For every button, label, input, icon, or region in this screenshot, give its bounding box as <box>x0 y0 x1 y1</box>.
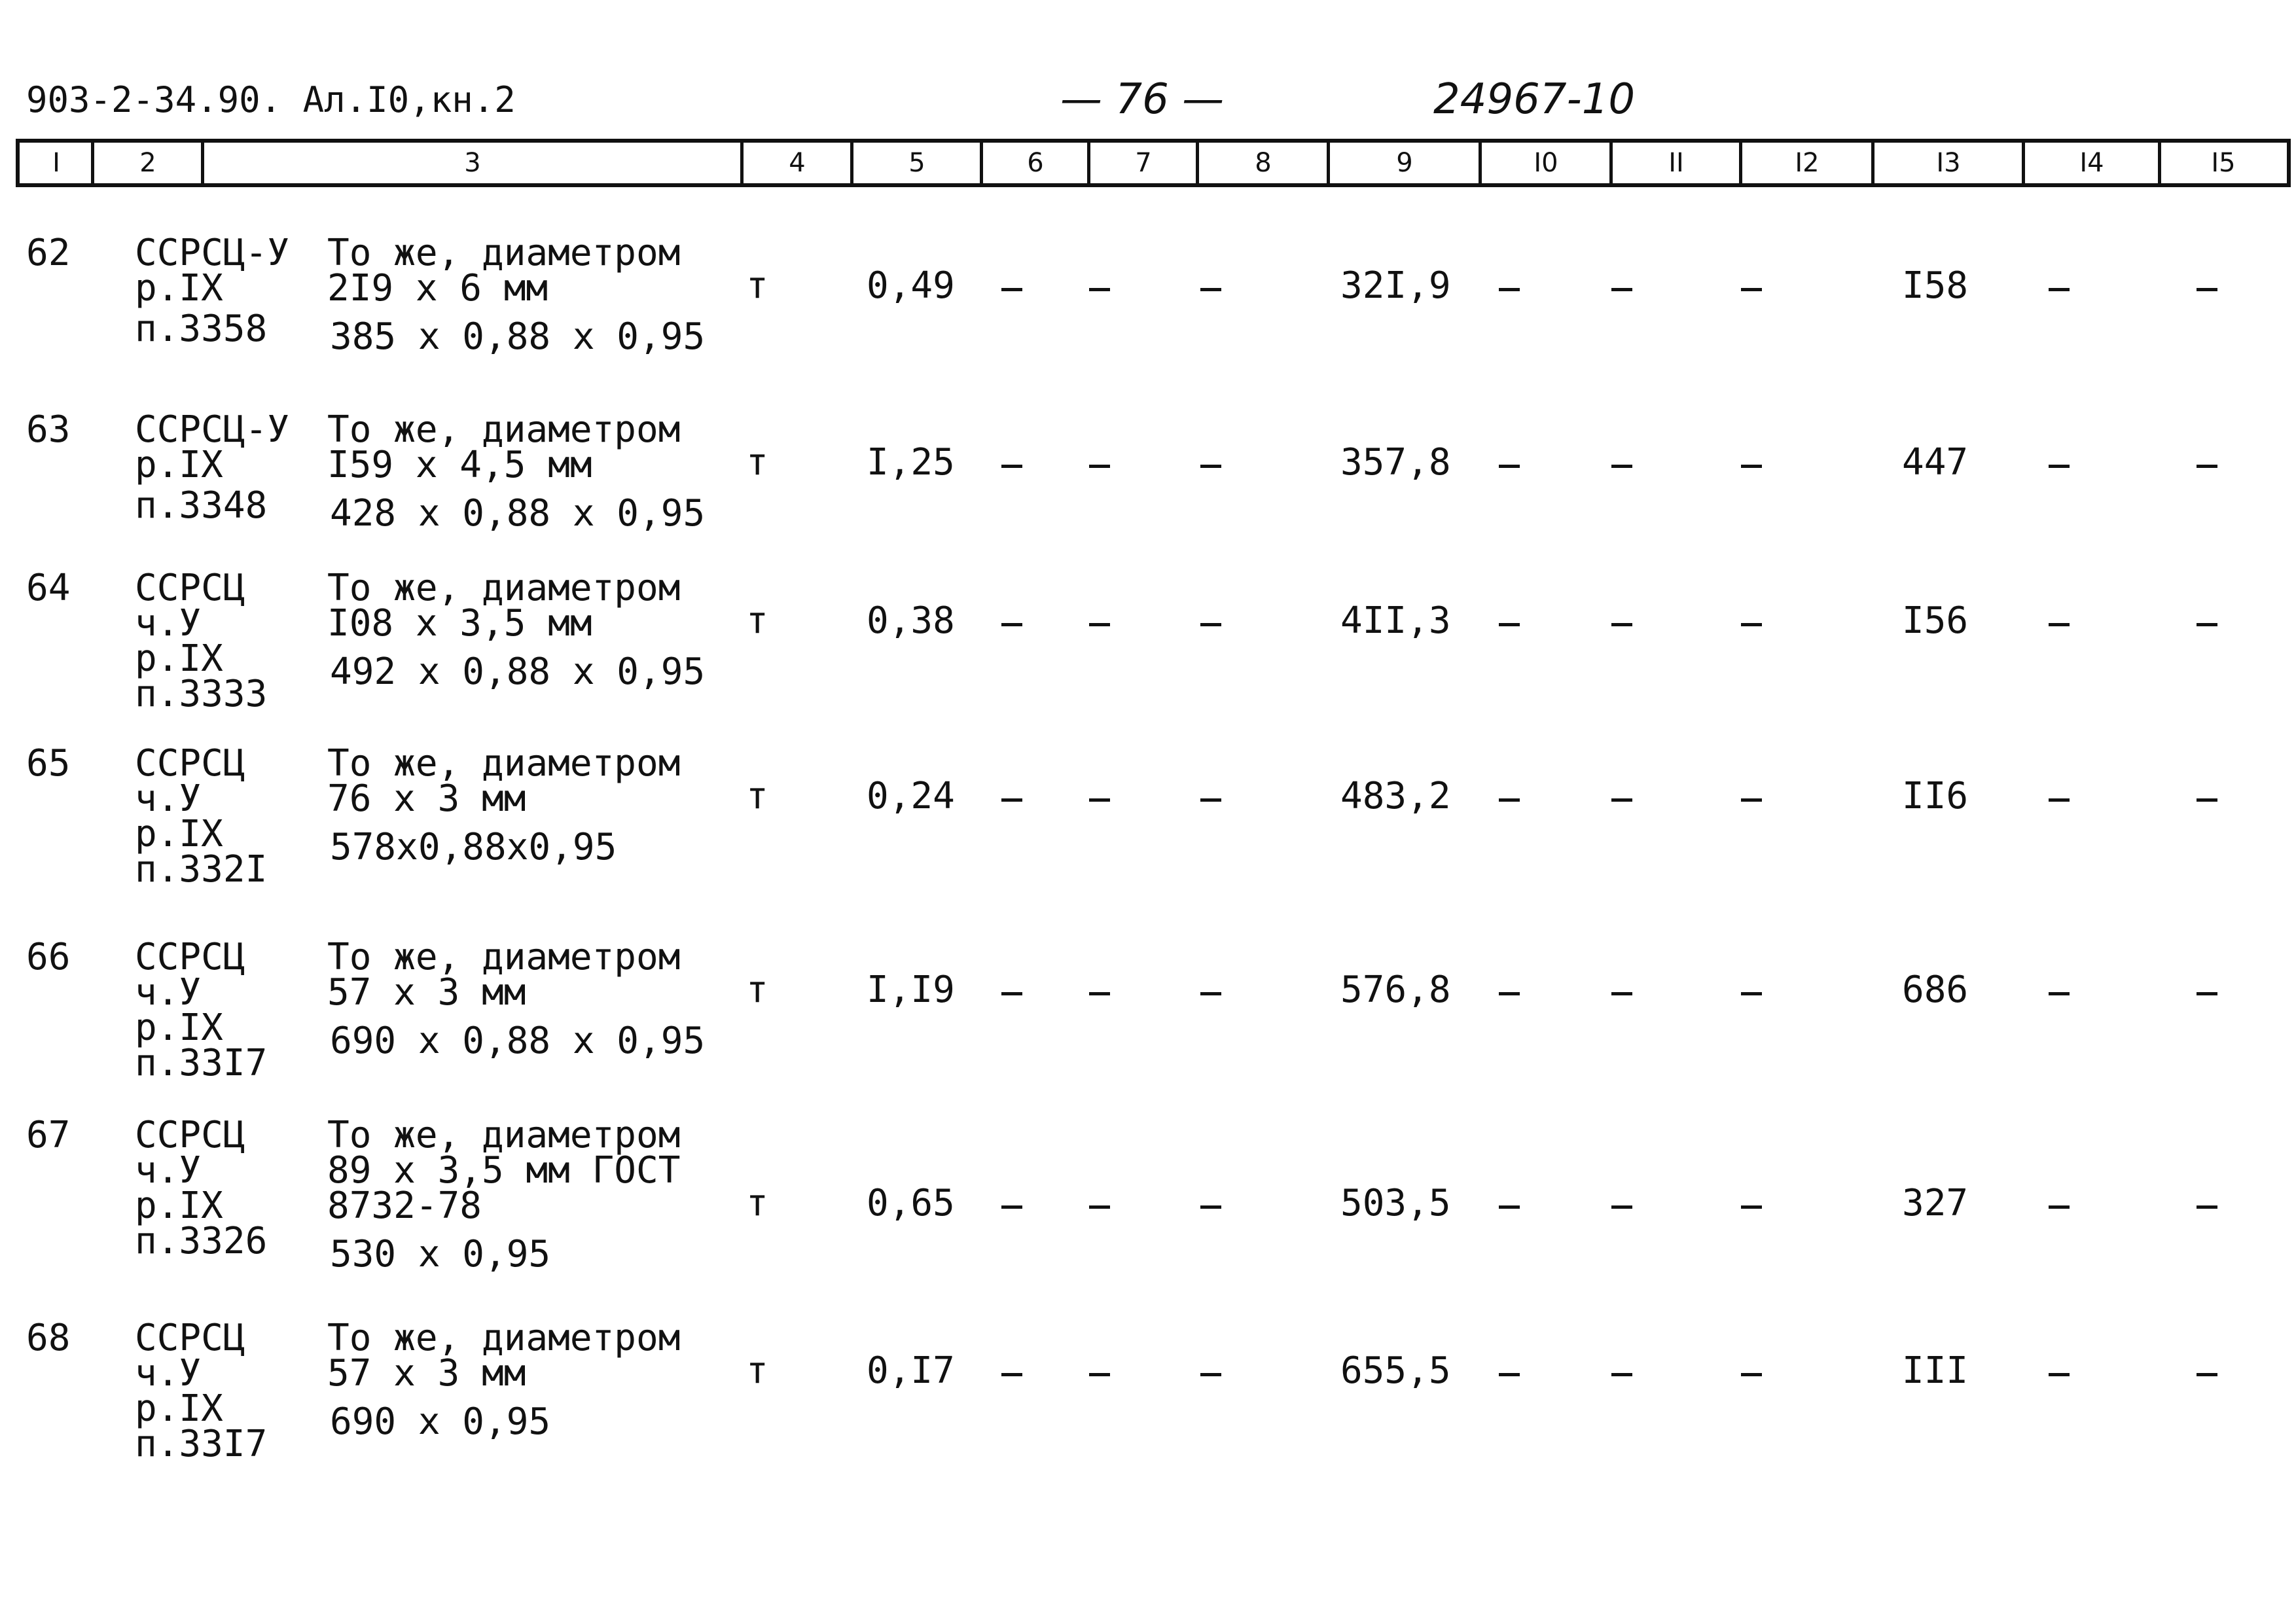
empty-value-dash <box>1089 992 1110 995</box>
column-13-value: 327 <box>1902 1182 1969 1224</box>
empty-value-dash <box>1741 798 1762 802</box>
resource-code: ССРСЦ ч.У р.IX <box>135 1317 245 1430</box>
empty-value-dash <box>1611 798 1632 802</box>
calculation-formula: 690 x 0,95 <box>330 1400 551 1443</box>
empty-value-dash <box>1001 1373 1022 1376</box>
row-number: 67 <box>26 1114 71 1156</box>
empty-value-dash <box>2049 992 2070 995</box>
empty-value-dash <box>1499 992 1520 995</box>
empty-value-dash <box>1741 992 1762 995</box>
quantity-value: 0,24 <box>867 775 955 817</box>
empty-value-dash <box>1611 1205 1632 1209</box>
column-number: 7 <box>1135 148 1152 178</box>
empty-value-dash <box>1200 798 1221 802</box>
page-number: — 76 — <box>1060 75 1225 124</box>
empty-value-dash <box>1200 1373 1221 1376</box>
unit-of-measure: т <box>746 441 768 484</box>
empty-value-dash <box>1001 798 1022 802</box>
quantity-value: 0,65 <box>867 1182 955 1224</box>
empty-value-dash <box>1611 992 1632 995</box>
empty-value-dash <box>2197 1373 2217 1376</box>
empty-value-dash <box>1089 1205 1110 1209</box>
empty-value-dash <box>1499 798 1520 802</box>
empty-value-dash <box>1741 1205 1762 1209</box>
unit-of-measure: т <box>746 599 768 642</box>
empty-value-dash <box>1089 288 1110 291</box>
empty-value-dash <box>1499 1373 1520 1376</box>
empty-value-dash <box>1611 1373 1632 1376</box>
empty-value-dash <box>1741 465 1762 468</box>
empty-value-dash <box>1499 1205 1520 1209</box>
quantity-value: 0,49 <box>867 264 955 307</box>
empty-value-dash <box>1499 465 1520 468</box>
column-number: I <box>52 148 60 178</box>
column-9-value: 483,2 <box>1340 775 1451 817</box>
unit-of-measure: т <box>746 1349 768 1392</box>
column-9-value: 576,8 <box>1340 969 1451 1011</box>
column-number: 4 <box>789 148 806 178</box>
paragraph-reference: п.3348 <box>135 484 268 527</box>
resource-code: ССРСЦ-У р.IX <box>135 408 290 486</box>
item-description: То же, диаметром 57 x 3 мм <box>327 936 681 1014</box>
calculation-formula: 492 x 0,88 x 0,95 <box>330 651 706 693</box>
paragraph-reference: п.3333 <box>135 673 268 715</box>
row-number: 64 <box>26 567 71 609</box>
empty-value-dash <box>1001 992 1022 995</box>
empty-value-dash <box>1001 288 1022 291</box>
empty-value-dash <box>1200 465 1221 468</box>
row-number: 66 <box>26 936 71 978</box>
paragraph-reference: п.3358 <box>135 308 268 350</box>
column-number: I5 <box>2211 148 2236 178</box>
empty-value-dash <box>1741 288 1762 291</box>
column-13-value: II6 <box>1902 775 1969 817</box>
resource-code: ССРСЦ ч.У р.IX <box>135 1114 245 1227</box>
paragraph-reference: п.33I7 <box>135 1042 268 1084</box>
column-13-value: 686 <box>1902 969 1969 1011</box>
empty-value-dash <box>1089 1373 1110 1376</box>
empty-value-dash <box>1611 623 1632 626</box>
empty-value-dash <box>1200 288 1221 291</box>
column-13-value: I58 <box>1902 264 1969 307</box>
quantity-value: 0,38 <box>867 599 955 642</box>
item-description: То же, диаметром I59 x 4,5 мм <box>327 408 681 486</box>
calculation-formula: 690 x 0,88 x 0,95 <box>330 1020 706 1062</box>
quantity-value: I,25 <box>867 441 955 484</box>
document-reference: 903-2-34.90. Ал.I0,кн.2 <box>26 79 516 120</box>
empty-value-dash <box>2049 1205 2070 1209</box>
empty-value-dash <box>1001 623 1022 626</box>
item-description: То же, диаметром 76 x 3 мм <box>327 742 681 820</box>
item-description: То же, диаметром I08 x 3,5 мм <box>327 567 681 645</box>
column-number: I0 <box>1534 148 1558 178</box>
row-number: 65 <box>26 742 71 785</box>
empty-value-dash <box>2049 798 2070 802</box>
unit-of-measure: т <box>746 775 768 817</box>
unit-of-measure: т <box>746 969 768 1011</box>
empty-value-dash <box>1499 288 1520 291</box>
row-number: 68 <box>26 1317 71 1359</box>
item-description: То же, диаметром 2I9 x 6 мм <box>327 232 681 310</box>
row-number: 63 <box>26 408 71 451</box>
empty-value-dash <box>1089 623 1110 626</box>
empty-value-dash <box>1001 465 1022 468</box>
empty-value-dash <box>2197 798 2217 802</box>
column-number: 2 <box>139 148 156 178</box>
column-number: 3 <box>464 148 481 178</box>
row-number: 62 <box>26 232 71 274</box>
empty-value-dash <box>1499 623 1520 626</box>
calculation-formula: 385 x 0,88 x 0,95 <box>330 315 706 358</box>
column-number: 6 <box>1027 148 1044 178</box>
column-13-value: I56 <box>1902 599 1969 642</box>
item-description: То же, диаметром 57 x 3 мм <box>327 1317 681 1395</box>
item-description: То же, диаметром 89 x 3,5 мм ГОСТ 8732-78 <box>327 1114 681 1227</box>
quantity-value: 0,I7 <box>867 1349 955 1392</box>
column-number: I4 <box>2079 148 2104 178</box>
column-9-value: 32I,9 <box>1340 264 1451 307</box>
calculation-formula: 428 x 0,88 x 0,95 <box>330 492 706 535</box>
paragraph-reference: п.3326 <box>135 1220 268 1262</box>
empty-value-dash <box>2197 992 2217 995</box>
column-number: I3 <box>1936 148 1961 178</box>
column-13-value: III <box>1902 1349 1969 1392</box>
calculation-formula: 578x0,88x0,95 <box>330 826 617 868</box>
quantity-value: I,I9 <box>867 969 955 1011</box>
empty-value-dash <box>2197 623 2217 626</box>
empty-value-dash <box>1089 465 1110 468</box>
empty-value-dash <box>2049 465 2070 468</box>
calculation-formula: 530 x 0,95 <box>330 1233 551 1275</box>
resource-code: ССРСЦ ч.У р.IX <box>135 567 245 680</box>
empty-value-dash <box>1200 1205 1221 1209</box>
empty-value-dash <box>1741 623 1762 626</box>
empty-value-dash <box>2049 623 2070 626</box>
empty-value-dash <box>1001 1205 1022 1209</box>
column-number-header <box>16 139 2291 187</box>
empty-value-dash <box>2197 465 2217 468</box>
column-9-value: 655,5 <box>1340 1349 1451 1392</box>
empty-value-dash <box>1741 1373 1762 1376</box>
column-9-value: 4II,3 <box>1340 599 1451 642</box>
empty-value-dash <box>1089 798 1110 802</box>
empty-value-dash <box>2049 288 2070 291</box>
resource-code: ССРСЦ-У р.IX <box>135 232 290 310</box>
inventory-number: 24967-10 <box>1433 75 1636 124</box>
column-number: 8 <box>1255 148 1272 178</box>
column-number: II <box>1668 148 1684 178</box>
column-number: 5 <box>908 148 925 178</box>
empty-value-dash <box>1200 623 1221 626</box>
empty-value-dash <box>1611 465 1632 468</box>
column-9-value: 357,8 <box>1340 441 1451 484</box>
empty-value-dash <box>2049 1373 2070 1376</box>
unit-of-measure: т <box>746 264 768 307</box>
empty-value-dash <box>1200 992 1221 995</box>
column-9-value: 503,5 <box>1340 1182 1451 1224</box>
column-13-value: 447 <box>1902 441 1969 484</box>
paragraph-reference: п.332I <box>135 848 268 891</box>
resource-code: ССРСЦ ч.У р.IX <box>135 936 245 1049</box>
resource-code: ССРСЦ ч.У р.IX <box>135 742 245 855</box>
empty-value-dash <box>2197 288 2217 291</box>
paragraph-reference: п.33I7 <box>135 1423 268 1465</box>
column-number: 9 <box>1396 148 1413 178</box>
empty-value-dash <box>2197 1205 2217 1209</box>
empty-value-dash <box>1611 288 1632 291</box>
column-number: I2 <box>1795 148 1820 178</box>
unit-of-measure: т <box>746 1182 768 1224</box>
